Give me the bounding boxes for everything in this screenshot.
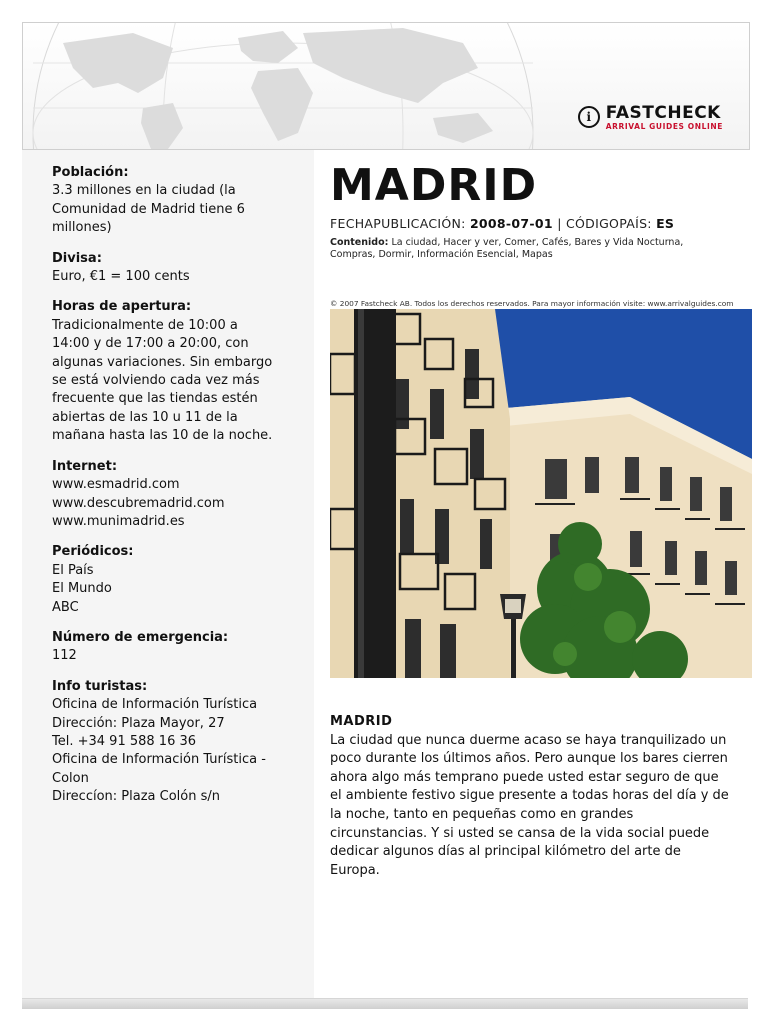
page-title: MADRID	[330, 160, 538, 211]
fact-value: Oficina de Información Turística -	[52, 752, 266, 768]
fact-value: Comunidad de Madrid tiene 6	[52, 201, 245, 217]
fact-block	[52, 678, 294, 807]
footer-bar	[22, 998, 748, 1009]
fact-block	[52, 164, 294, 238]
article-line: Europa.	[330, 862, 380, 878]
article-line: circunstancias. Y si usted se cansa de la vida social puede	[330, 825, 710, 841]
fact-label: Internet:	[52, 458, 118, 474]
fact-label: Divisa:	[52, 250, 102, 266]
fact-value: Direccíon: Plaza Colón s/n	[52, 789, 220, 805]
country-label: CÓDIGOPAÍS:	[565, 216, 652, 231]
info-icon: i	[578, 106, 600, 128]
fact-value: Euro, €1 = 100 cents	[52, 269, 190, 285]
fact-value: www.munimadrid.es	[52, 513, 185, 529]
fact-block	[52, 250, 294, 287]
header-banner	[22, 22, 750, 150]
logo-text	[606, 103, 723, 131]
article-line: ahora algo más temprano puede usted estar seguro de que	[330, 769, 719, 785]
madrid-photo	[330, 309, 752, 678]
contents-list-2: Compras, Dormir, Información Esencial, Mapas	[330, 249, 553, 260]
contents-label: Contenido:	[330, 237, 389, 248]
fact-value: ABC	[52, 599, 79, 615]
fact-value: millones)	[52, 220, 112, 236]
fastcheck-logo	[578, 103, 723, 131]
fact-block	[52, 543, 294, 617]
facts-sidebar	[22, 150, 314, 998]
fact-label: Número de emergencia:	[52, 629, 229, 645]
world-map-icon	[23, 23, 543, 149]
fact-value: Tradicionalmente de 10:00 a	[52, 317, 238, 333]
fact-value: Dirección: Plaza Mayor, 27	[52, 715, 225, 731]
fact-label: Periódicos:	[52, 544, 134, 560]
fact-value: Tel. +34 91 588 16 36	[52, 733, 197, 749]
article	[330, 713, 752, 880]
brand-tagline: ARRIVAL GUIDES ONLINE	[605, 122, 723, 131]
country-code: ES	[656, 216, 675, 231]
meta-line	[330, 216, 752, 231]
meta-separator: |	[557, 216, 562, 231]
fact-block	[52, 458, 294, 532]
fact-label: Info turistas:	[52, 678, 148, 694]
article-line: dedicar algunos días al principal kilómetro del arte de	[330, 844, 681, 860]
fact-block	[52, 298, 294, 445]
fact-value: www.descubremadrid.com	[52, 495, 225, 511]
publish-date: 2008-07-01	[469, 216, 553, 231]
contents-line	[330, 237, 752, 261]
fact-value: El País	[52, 562, 94, 578]
article-line: poco durante los últimos años. Pero aunque los bares cierren	[330, 751, 728, 767]
fact-value: 112	[52, 648, 77, 664]
main-column	[330, 150, 752, 878]
fact-value: 14:00 y de 17:00 a 20:00, con	[52, 336, 249, 352]
fact-value: www.esmadrid.com	[52, 477, 180, 493]
article-body	[330, 732, 752, 881]
fact-value: frecuente que las tiendas estén	[52, 391, 258, 407]
fact-value: Oficina de Información Turística	[52, 697, 258, 713]
brand-name: FASTCHECK	[605, 103, 721, 123]
fact-value: algunas variaciones. Sin embargo	[52, 354, 273, 370]
date-label: FECHAPUBLICACIÓN:	[330, 216, 466, 231]
contents-list-1: La ciudad, Hacer y ver, Comer, Cafés, Bares y Vida Nocturna,	[391, 237, 684, 248]
fact-value: mañana hasta las 10 de la noche.	[52, 428, 273, 444]
fact-value: El Mundo	[52, 581, 112, 597]
fact-label: Población:	[52, 165, 129, 180]
facts-list	[22, 150, 314, 807]
fact-value: 3.3 millones en la ciudad (la	[52, 183, 236, 199]
article-line: el ambiente festivo sigue presente a todas horas del día y de	[330, 788, 729, 804]
article-title: MADRID	[330, 714, 393, 729]
fact-block	[52, 629, 294, 666]
fact-value: Colon	[52, 770, 89, 786]
fact-label: Horas de apertura:	[52, 299, 192, 315]
fact-value: se está volviendo cada vez más	[52, 373, 260, 389]
fact-value: abiertas de las 10 u 11 de la	[52, 409, 238, 425]
article-line: la noche, tanto en pequeñas como en grandes	[330, 806, 634, 822]
article-line: La ciudad que nunca duerme acaso se haya tranquilizado un	[330, 732, 727, 748]
copyright-notice: © 2007 Fastcheck AB. Todos los derechos reservados. Para mayor información visite: www.arrivalguides.com	[330, 299, 734, 308]
